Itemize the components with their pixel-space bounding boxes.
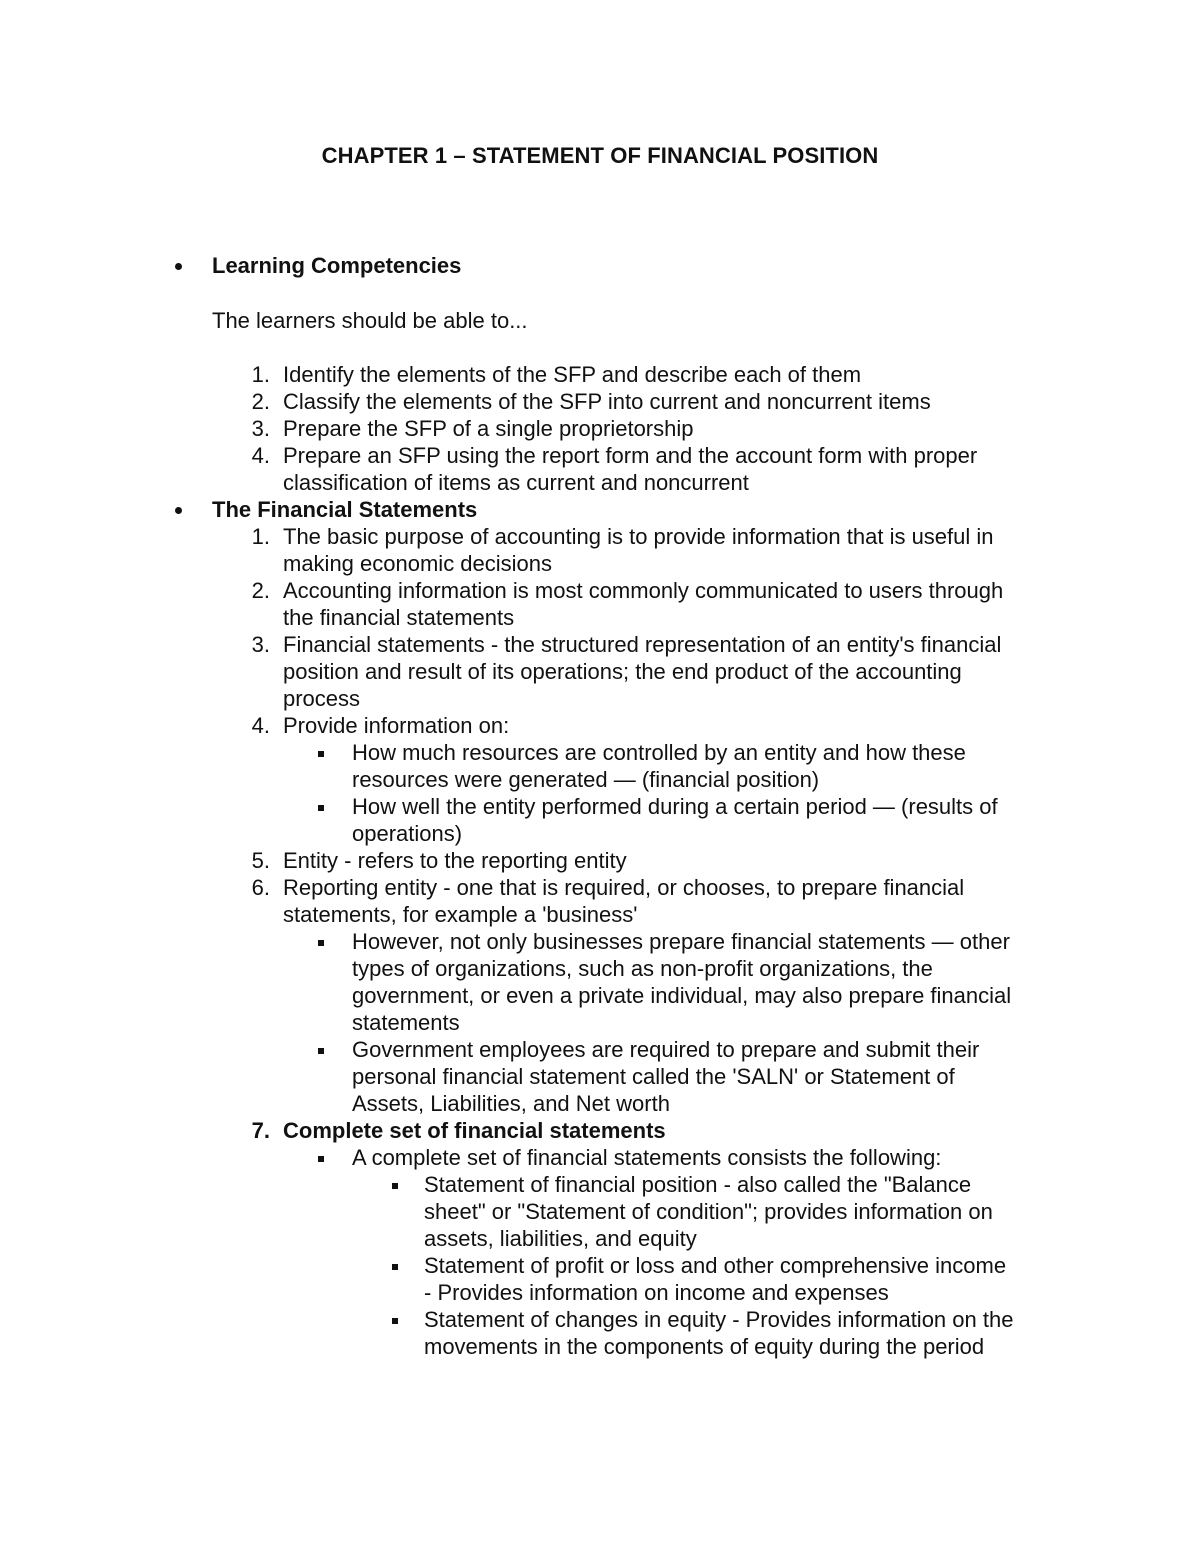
bullet-square-icon bbox=[392, 1183, 398, 1189]
list-item-text: position and result of its operations; the end product of the accounting bbox=[283, 659, 962, 684]
sub-sub-item-text: assets, liabilities, and equity bbox=[424, 1226, 697, 1251]
sub-item-text: How well the entity performed during a certain period — (results of bbox=[352, 794, 998, 819]
list-item-text: the financial statements bbox=[283, 605, 515, 630]
list-number: 4. bbox=[251, 713, 270, 738]
list-number: 7. bbox=[251, 1118, 270, 1143]
sub-item-text: personal financial statement called the 'SALN' or Statement of bbox=[352, 1064, 955, 1089]
section-heading: The Financial Statements bbox=[212, 497, 478, 522]
bullet-square-icon bbox=[392, 1318, 398, 1324]
list-item-text: Identify the elements of the SFP and describe each of them bbox=[283, 362, 862, 387]
list-item-text: Prepare the SFP of a single proprietorship bbox=[283, 416, 694, 441]
list-item-text: Classify the elements of the SFP into current and noncurrent items bbox=[283, 389, 931, 414]
bullet-square-icon bbox=[318, 751, 324, 757]
sub-item-text: operations) bbox=[352, 821, 463, 846]
list-item-text: statements, for example a 'business' bbox=[283, 902, 638, 927]
sub-sub-item-text: Statement of changes in equity - Provides information on the bbox=[424, 1307, 1014, 1332]
sub-item-text: government, or even a private individual, may also prepare financial bbox=[352, 983, 1012, 1008]
list-item-text: classification of items as current and noncurrent bbox=[283, 470, 749, 495]
list-item-text: Prepare an SFP using the report form and the account form with proper bbox=[283, 443, 978, 468]
list-item-text: Complete set of financial statements bbox=[283, 1118, 666, 1143]
list-item-text: Accounting information is most commonly communicated to users through bbox=[283, 578, 1004, 603]
bullet-square-icon bbox=[392, 1264, 398, 1270]
sub-item-text: However, not only businesses prepare financial statements — other bbox=[352, 929, 1010, 954]
list-number: 2. bbox=[251, 578, 270, 603]
bullet-square-icon bbox=[318, 1048, 324, 1054]
list-number: 1. bbox=[251, 362, 270, 387]
list-item-text: Reporting entity - one that is required, or chooses, to prepare financial bbox=[283, 875, 965, 900]
bullet-dot-icon bbox=[175, 263, 182, 270]
sub-item-text: Assets, Liabilities, and Net worth bbox=[352, 1091, 670, 1116]
sub-sub-item-text: - Provides information on income and expenses bbox=[424, 1280, 889, 1305]
section-heading: Learning Competencies bbox=[212, 253, 462, 278]
list-number: 1. bbox=[251, 524, 270, 549]
sub-sub-item-text: Statement of profit or loss and other comprehensive income bbox=[424, 1253, 1007, 1278]
sub-item-text: resources were generated — (financial position) bbox=[352, 767, 820, 792]
bullet-square-icon bbox=[318, 1156, 324, 1162]
sub-item-text: statements bbox=[352, 1010, 460, 1035]
list-item-text: The basic purpose of accounting is to provide information that is useful in bbox=[283, 524, 994, 549]
list-item-text: making economic decisions bbox=[283, 551, 553, 576]
bullet-square-icon bbox=[318, 805, 324, 811]
sub-item-text: types of organizations, such as non-profit organizations, the bbox=[352, 956, 933, 981]
bullet-square-icon bbox=[318, 940, 324, 946]
list-number: 2. bbox=[251, 389, 270, 414]
sub-sub-item-text: sheet" or "Statement of condition"; provides information on bbox=[424, 1199, 993, 1224]
bullet-dot-icon bbox=[175, 507, 182, 514]
sub-item-text: How much resources are controlled by an entity and how these bbox=[352, 740, 966, 765]
list-number: 3. bbox=[251, 416, 270, 441]
sub-sub-item-text: movements in the components of equity during the period bbox=[424, 1334, 985, 1359]
sub-item-text: A complete set of financial statements consists the following: bbox=[352, 1145, 942, 1170]
list-number: 3. bbox=[251, 632, 270, 657]
list-item-text: Financial statements - the structured representation of an entity's financial bbox=[283, 632, 1002, 657]
page-title: CHAPTER 1 – STATEMENT OF FINANCIAL POSITION bbox=[321, 143, 879, 168]
list-item-text: process bbox=[283, 686, 361, 711]
list-item-text: Provide information on: bbox=[283, 713, 510, 738]
intro-text: The learners should be able to... bbox=[212, 308, 528, 333]
list-number: 4. bbox=[251, 443, 270, 468]
sub-sub-item-text: Statement of financial position - also called the "Balance bbox=[424, 1172, 972, 1197]
list-number: 5. bbox=[251, 848, 270, 873]
sub-item-text: Government employees are required to prepare and submit their bbox=[352, 1037, 980, 1062]
list-number: 6. bbox=[251, 875, 270, 900]
list-item-text: Entity - refers to the reporting entity bbox=[283, 848, 627, 873]
